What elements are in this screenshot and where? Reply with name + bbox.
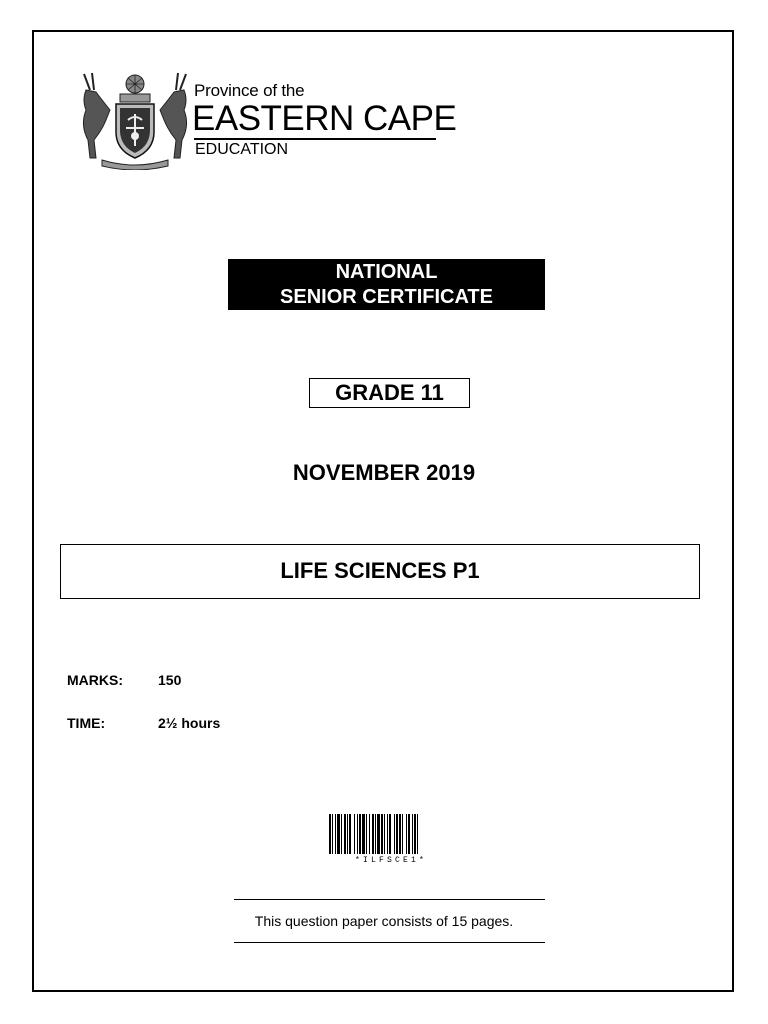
barcode-bar xyxy=(377,814,380,854)
barcode-bar xyxy=(344,814,346,854)
barcode xyxy=(329,814,453,866)
barcode-bars xyxy=(329,814,453,856)
logo-eastern-cape-text: EASTERN CAPE xyxy=(192,99,457,138)
time-value: 2½ hours xyxy=(158,715,221,731)
barcode-bar xyxy=(366,814,367,854)
time-label: TIME: xyxy=(67,715,106,731)
coat-of-arms-icon xyxy=(76,70,194,170)
logo-education-text: EDUCATION xyxy=(195,141,289,158)
certificate-banner xyxy=(228,259,545,310)
barcode-bar xyxy=(381,814,383,854)
exam-session: NOVEMBER 2019 xyxy=(292,460,476,485)
footer-rule-top xyxy=(234,899,545,900)
grade-box: GRADE 11 xyxy=(309,378,470,408)
barcode-bar xyxy=(414,814,416,854)
subject-title-box: LIFE SCIENCES P1 xyxy=(60,544,700,599)
barcode-bar xyxy=(399,814,401,854)
logo-divider xyxy=(194,138,436,140)
barcode-bar xyxy=(369,814,370,854)
barcode-bar xyxy=(402,814,403,854)
banner-line-2: SENIOR CERTIFICATE xyxy=(280,286,493,308)
barcode-bar xyxy=(372,814,374,854)
barcode-bar xyxy=(408,814,410,854)
barcode-bar xyxy=(359,814,361,854)
barcode-text: *ILFSCE1* xyxy=(354,856,427,865)
barcode-bar xyxy=(412,814,413,854)
barcode-bar xyxy=(384,814,385,854)
marks-label: MARKS: xyxy=(67,672,123,688)
barcode-bar xyxy=(406,814,407,854)
barcode-bar xyxy=(417,814,418,854)
barcode-bar xyxy=(394,814,395,854)
barcode-bar xyxy=(341,814,342,854)
barcode-bar xyxy=(387,814,388,854)
footer-rule-bottom xyxy=(234,942,545,943)
barcode-bar xyxy=(357,814,358,854)
barcode-bar xyxy=(347,814,348,854)
marks-value: 150 xyxy=(158,672,182,688)
barcode-bar xyxy=(354,814,355,854)
barcode-bar xyxy=(332,814,333,854)
department-logo xyxy=(76,70,457,170)
barcode-bar xyxy=(389,814,391,854)
banner-line-1: NATIONAL xyxy=(335,261,438,283)
barcode-bar xyxy=(329,814,331,854)
barcode-bar xyxy=(335,814,336,854)
barcode-bar xyxy=(337,814,340,854)
barcode-bar xyxy=(375,814,376,854)
barcode-bar xyxy=(349,814,351,854)
page-count-note: This question paper consists of 15 pages. xyxy=(254,913,514,929)
barcode-bar xyxy=(396,814,398,854)
logo-province-text: Province of the xyxy=(194,81,305,100)
barcode-bar xyxy=(362,814,365,854)
